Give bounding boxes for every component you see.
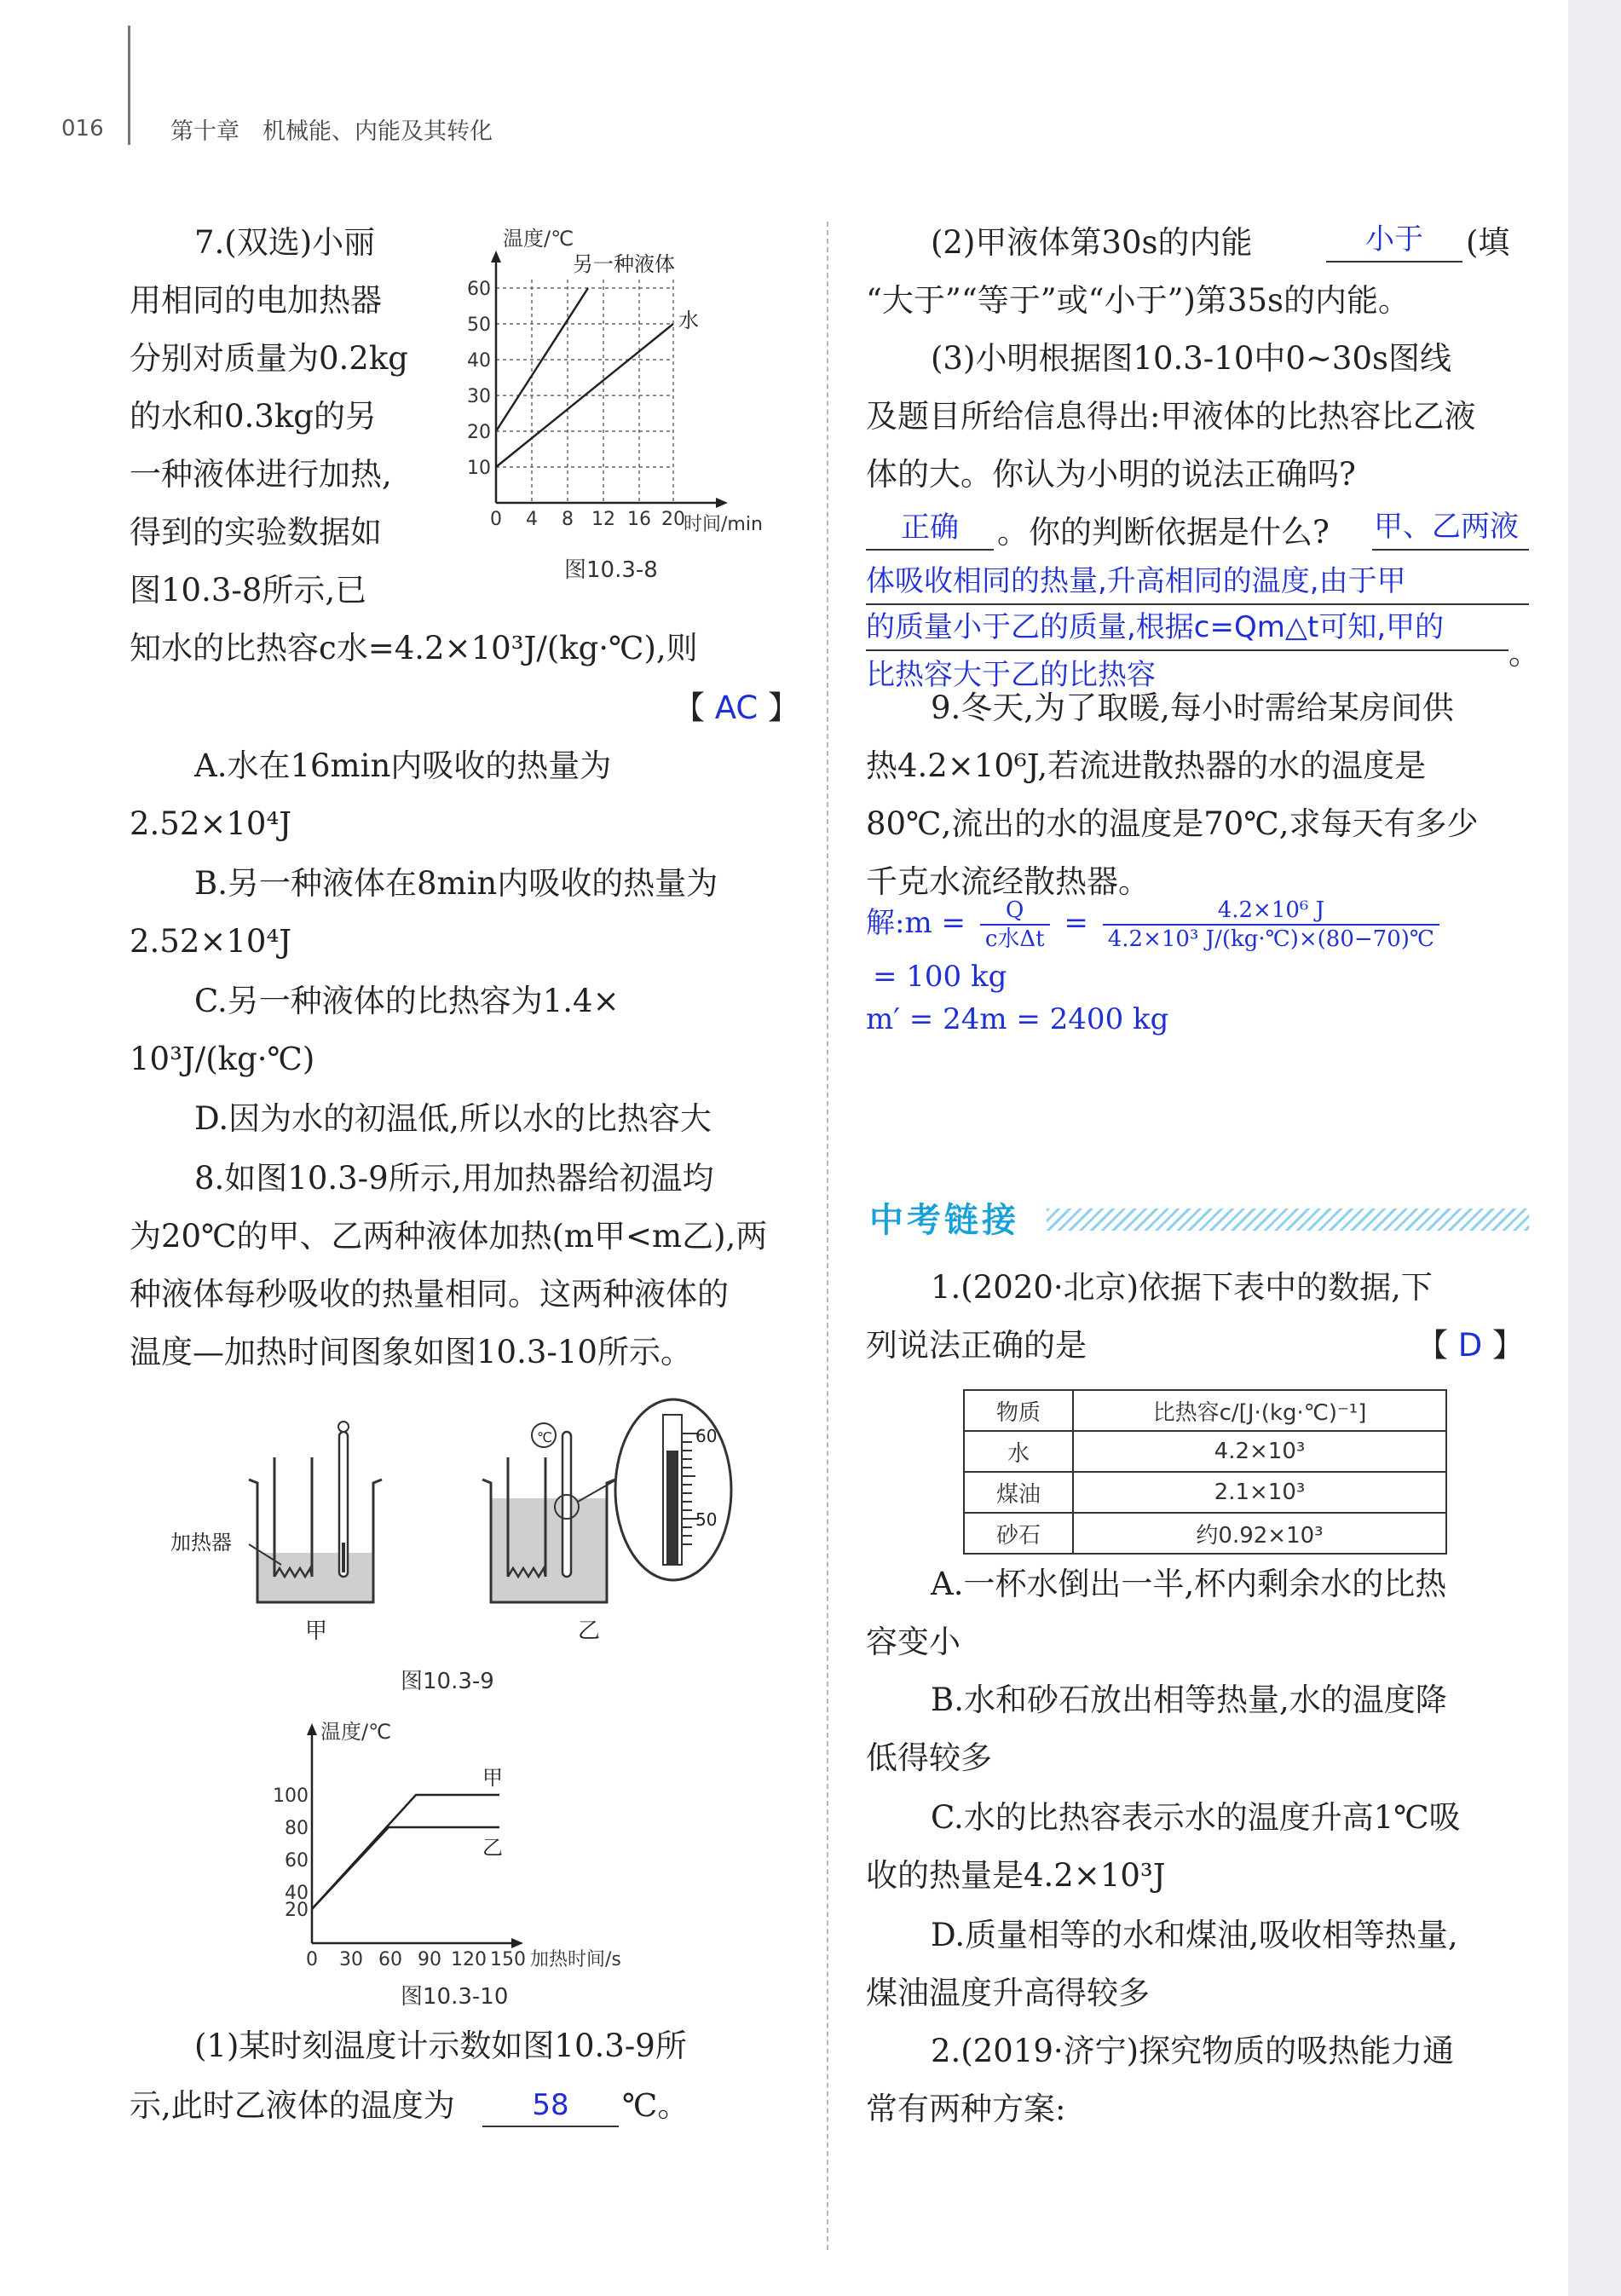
q7-answer: AC bbox=[714, 689, 759, 726]
svg-text:50: 50 bbox=[467, 314, 491, 336]
q7-line-7: 图10.3-8所示,已 bbox=[130, 572, 367, 609]
zk-q1-option-d: D.质量相等的水和煤油,吸收相等热量, bbox=[931, 1917, 1458, 1953]
zoom-scale-50: 50 bbox=[695, 1509, 718, 1530]
zk-q1-option-c-cont: 收的热量是4.2×10³J bbox=[866, 1857, 1166, 1894]
svg-text:10: 10 bbox=[467, 458, 491, 479]
fig10-label-b: 乙 bbox=[482, 1836, 503, 1860]
q9-line-1: 9.冬天,为了取暖,每小时需给某房间供 bbox=[931, 689, 1454, 726]
fig10-series-a bbox=[312, 1795, 499, 1909]
sub2-line-1a: (2)甲液体第30s的内能 bbox=[931, 224, 1253, 261]
sub3-reason-1: 甲、乙两液 bbox=[1374, 510, 1519, 544]
svg-text:100: 100 bbox=[273, 1785, 309, 1807]
q8-sub1-unit: ℃。 bbox=[622, 2087, 689, 2124]
q9-frac1-num: Q bbox=[980, 897, 1050, 926]
svg-text:20: 20 bbox=[661, 509, 685, 530]
beaker-b-label: 乙 bbox=[578, 1618, 601, 1644]
q7-line-6: 得到的实验数据如 bbox=[130, 514, 382, 551]
sub3-line-3: 体的大。你认为小明的说法正确吗? bbox=[866, 456, 1356, 493]
svg-text:40: 40 bbox=[285, 1883, 309, 1904]
q7-line-2: 用相同的电加热器 bbox=[130, 282, 382, 319]
fig8-y-label: 温度/℃ bbox=[503, 227, 574, 251]
section-zhongkao-title: 中考链接 bbox=[869, 1201, 1019, 1240]
svg-text:150: 150 bbox=[490, 1949, 526, 1970]
svg-text:60: 60 bbox=[285, 1850, 309, 1872]
fig9-caption: 图10.3-9 bbox=[401, 1669, 494, 1694]
table-header-row bbox=[964, 1390, 1446, 1431]
zoom-scale-60: 60 bbox=[695, 1426, 718, 1446]
q9-eq: = bbox=[1064, 906, 1088, 940]
fig8-label-water: 水 bbox=[678, 309, 699, 332]
page-edge-shadow bbox=[1568, 0, 1621, 2296]
q9-sol-prefix: 解:m = bbox=[866, 906, 966, 940]
fig10-y-ticks bbox=[273, 1785, 309, 1921]
q7-line-1: 7.(双选)小丽 bbox=[194, 224, 376, 261]
fig10-y-label: 温度/℃ bbox=[320, 1720, 392, 1744]
fig8-y-arrow bbox=[491, 251, 501, 262]
svg-text:0: 0 bbox=[490, 509, 502, 530]
q9-solution-line-1 bbox=[866, 897, 1445, 953]
zk-q1-line-2: 列说法正确的是 bbox=[866, 1327, 1087, 1364]
q9-fraction-2 bbox=[1103, 897, 1439, 953]
header-rule bbox=[128, 26, 130, 145]
svg-text:℃: ℃ bbox=[537, 1429, 552, 1445]
table-row bbox=[964, 1431, 1446, 1472]
fig10-caption: 图10.3-10 bbox=[401, 1984, 509, 2010]
zk-q1-answer-bracket: 【 D 】 bbox=[1416, 1327, 1525, 1364]
q9-line-2: 热4.2×10⁶J,若流进散热器的水的温度是 bbox=[866, 747, 1427, 784]
page-number: 016 bbox=[61, 116, 104, 141]
q9-frac1-den: c水Δt bbox=[984, 926, 1045, 952]
zk-q1-option-b: B.水和砂石放出相等热量,水的温度降 bbox=[931, 1682, 1447, 1718]
sub2-answer: 小于 bbox=[1365, 222, 1423, 257]
zk-q1-option-b-cont: 低得较多 bbox=[866, 1739, 992, 1776]
fig-10-3-8-chart bbox=[467, 220, 801, 544]
beaker-a-label: 甲 bbox=[305, 1618, 328, 1644]
svg-text:40: 40 bbox=[467, 350, 491, 372]
q8-sub1-line-2: 示,此时乙液体的温度为 bbox=[130, 2087, 455, 2124]
specific-heat-table bbox=[963, 1389, 1447, 1555]
fig8-label-other: 另一种液体 bbox=[573, 252, 675, 276]
q7-option-c-cont: 10³J/(kg·℃) bbox=[130, 1041, 315, 1077]
table-cell: 4.2×10³ bbox=[1073, 1431, 1446, 1472]
sub3-end-mark: 。 bbox=[1509, 635, 1540, 672]
sub3-answer: 正确 bbox=[901, 511, 959, 545]
q7-line-4: 的水和0.3kg的另 bbox=[130, 398, 377, 435]
fig-10-3-9-apparatus bbox=[153, 1398, 750, 1653]
q9-frac2-num: 4.2×10⁶ J bbox=[1103, 897, 1439, 926]
sub3-line-4: 。你的判断依据是什么? bbox=[997, 514, 1330, 551]
table-cell: 水 bbox=[964, 1431, 1073, 1472]
q8-sub1-blank bbox=[482, 2085, 619, 2127]
q7-option-a-cont: 2.52×10⁴J bbox=[130, 805, 292, 842]
q7-option-d: D.因为水的初温低,所以水的比热容大 bbox=[194, 1100, 712, 1137]
sub3-reason-4: 比热容大于乙的比热容 bbox=[866, 658, 1156, 692]
fig10-x-ticks bbox=[306, 1949, 526, 1970]
svg-text:4: 4 bbox=[526, 509, 538, 530]
fig8-x-arrow bbox=[716, 498, 728, 508]
svg-text:16: 16 bbox=[627, 509, 651, 530]
q7-option-b: B.另一种液体在8min内吸收的热量为 bbox=[194, 865, 718, 902]
table-header-capacity: 比热容c/[J·(kg·℃)⁻¹] bbox=[1073, 1390, 1446, 1431]
table-cell: 2.1×10³ bbox=[1073, 1472, 1446, 1513]
svg-text:8: 8 bbox=[562, 509, 574, 530]
table-cell: 砂石 bbox=[964, 1513, 1073, 1554]
q9-solution-line-2: = 100 kg bbox=[873, 960, 1007, 994]
section-hatch-bar bbox=[1047, 1209, 1529, 1231]
sub3-line-1: (3)小明根据图10.3-10中0~30s图线 bbox=[931, 340, 1451, 377]
q8-line-2: 为20℃的甲、乙两种液体加热(m甲<m乙),两 bbox=[130, 1218, 768, 1255]
q7-option-c: C.另一种液体的比热容为1.4× bbox=[194, 983, 620, 1019]
table-cell: 约0.92×10³ bbox=[1073, 1513, 1446, 1554]
q8-line-1: 8.如图10.3-9所示,用加热器给初温均 bbox=[194, 1160, 714, 1197]
chapter-title: 第十章 机械能、内能及其转化 bbox=[170, 118, 493, 145]
q9-frac2-den: 4.2×10³ J/(kg·℃)×(80−70)℃ bbox=[1107, 926, 1434, 952]
q8-sub1-line-1: (1)某时刻温度计示数如图10.3-9所 bbox=[194, 2028, 687, 2064]
svg-text:60: 60 bbox=[467, 279, 491, 300]
q9-line-3: 80℃,流出的水的温度是70℃,求每天有多少 bbox=[866, 805, 1479, 842]
q7-line-5: 一种液体进行加热, bbox=[130, 456, 392, 493]
sub3-reason-2: 体吸收相同的热量,升高相同的温度,由于甲 bbox=[866, 564, 1406, 598]
fig10-x-label: 加热时间/s bbox=[530, 1949, 621, 1970]
sub3-rule-1 bbox=[1372, 549, 1529, 551]
q8-line-3: 种液体每秒吸收的热量相同。这两种液体的 bbox=[130, 1276, 729, 1312]
sub2-blank bbox=[1326, 220, 1462, 262]
table-row bbox=[964, 1513, 1446, 1554]
zk-q1-option-a: A.一杯水倒出一半,杯内剩余水的比热 bbox=[931, 1566, 1447, 1602]
q7-answer-bracket: 【 AC 】 bbox=[673, 689, 800, 726]
svg-text:120: 120 bbox=[451, 1949, 487, 1970]
q9-line-4: 千克水流经散热器。 bbox=[866, 863, 1150, 900]
fig8-x-label: 时间/min bbox=[684, 514, 763, 535]
table-cell: 煤油 bbox=[964, 1472, 1073, 1513]
table-header-substance: 物质 bbox=[964, 1390, 1073, 1431]
q7-line-8: 知水的比热容c水=4.2×10³J/(kg·℃),则 bbox=[130, 630, 698, 666]
fig8-x-ticks bbox=[490, 509, 685, 530]
svg-text:20: 20 bbox=[285, 1900, 309, 1921]
q7-line-3: 分别对质量为0.2kg bbox=[130, 340, 408, 377]
sub3-reason-3: 的质量小于乙的质量,根据c=Qm△t可知,甲的 bbox=[866, 610, 1445, 644]
q8-line-4: 温度—加热时间图象如图10.3-10所示。 bbox=[130, 1334, 692, 1370]
sub3-blank bbox=[866, 506, 994, 551]
thermometer-b bbox=[562, 1432, 571, 1577]
zk-q1-option-a-cont: 容变小 bbox=[866, 1624, 960, 1660]
zk-q1-answer: D bbox=[1457, 1327, 1483, 1364]
thermometer-zoom bbox=[615, 1399, 731, 1580]
zk-q1-option-d-cont: 煤油温度升高得较多 bbox=[866, 1975, 1150, 2011]
svg-text:20: 20 bbox=[467, 422, 491, 443]
table-row bbox=[964, 1472, 1446, 1513]
sub3-rule-3 bbox=[866, 649, 1509, 651]
zk-q2-line-2: 常有两种方案: bbox=[866, 2091, 1066, 2127]
fig8-y-ticks bbox=[467, 279, 491, 479]
svg-text:12: 12 bbox=[591, 509, 615, 530]
zk-q1-line-1: 1.(2020·北京)依据下表中的数据,下 bbox=[931, 1269, 1433, 1306]
q7-option-b-cont: 2.52×10⁴J bbox=[130, 923, 292, 960]
sub3-line-2: 及题目所给信息得出:甲液体的比热容比乙液 bbox=[866, 398, 1476, 435]
sub3-rule-2 bbox=[866, 603, 1529, 605]
fig-10-3-10-chart bbox=[264, 1713, 665, 1969]
column-divider bbox=[827, 222, 828, 2250]
q9-fraction-1 bbox=[980, 897, 1050, 953]
svg-text:80: 80 bbox=[285, 1818, 309, 1839]
svg-text:90: 90 bbox=[418, 1949, 441, 1970]
sub2-line-2: “大于”“等于”或“小于”)第35s的内能。 bbox=[866, 282, 1410, 319]
svg-text:30: 30 bbox=[467, 386, 491, 407]
beaker-a bbox=[249, 1422, 382, 1602]
fig8-caption: 图10.3-8 bbox=[564, 557, 658, 583]
beaker-b bbox=[482, 1423, 637, 1602]
sub2-line-1b: (填 bbox=[1466, 224, 1510, 261]
zk-q2-line-1: 2.(2019·济宁)探究物质的吸热能力通 bbox=[931, 2033, 1455, 2069]
zk-q1-option-c: C.水的比热容表示水的温度升高1℃吸 bbox=[931, 1799, 1461, 1836]
svg-text:30: 30 bbox=[339, 1949, 363, 1970]
q9-solution-line-3: m′ = 24m = 2400 kg bbox=[866, 1002, 1169, 1036]
svg-text:60: 60 bbox=[378, 1949, 402, 1970]
fig10-label-a: 甲 bbox=[482, 1766, 503, 1790]
heater-label: 加热器 bbox=[170, 1531, 232, 1555]
q7-option-a: A.水在16min内吸收的热量为 bbox=[194, 747, 612, 784]
q8-sub1-answer: 58 bbox=[532, 2088, 569, 2122]
svg-text:0: 0 bbox=[306, 1949, 318, 1970]
fig10-series-b bbox=[312, 1827, 499, 1909]
